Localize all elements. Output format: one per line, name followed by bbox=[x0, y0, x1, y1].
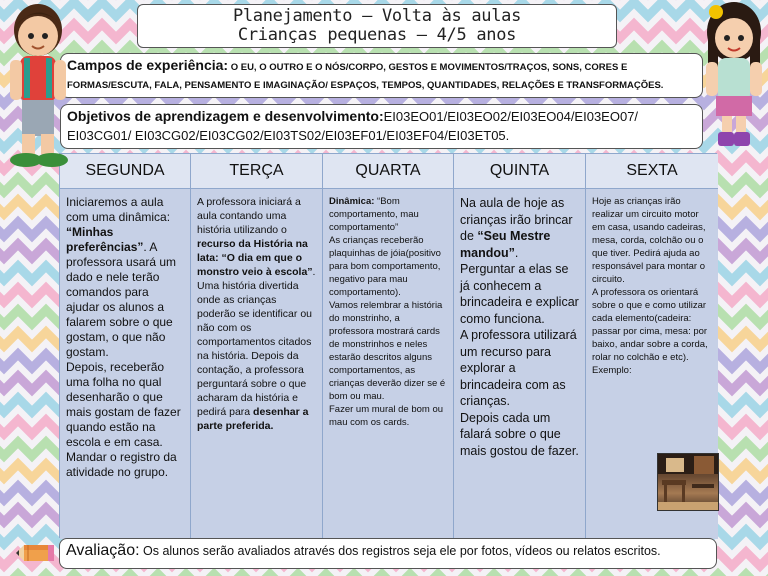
boy-illustration bbox=[2, 0, 76, 172]
photo-image bbox=[658, 454, 719, 511]
page-title bbox=[137, 4, 617, 48]
quinta-paragraph-4: Depois cada um falará sobre o que mais gostou de fazer. bbox=[460, 410, 579, 458]
objetivos-value: EI03EO01/EI03EO02/EI03EO04/EI03EO07/ EI03CG01/ EI03CG02/EI03CG02/EI03TS02/EI03EF01/EI03EF04/EI03ET05. bbox=[67, 109, 639, 143]
segunda-paragraph-3: Mandar o registro da atividade no grupo. bbox=[66, 450, 177, 479]
objetivos-box bbox=[60, 104, 703, 149]
campos-experiencia-box bbox=[60, 53, 703, 98]
quinta-text-1: Na aula de hoje as crianças irão brincar de bbox=[460, 196, 573, 243]
quarta-paragraph bbox=[329, 195, 447, 234]
terca-text-2: . Uma história divertida onde as crianças poderão se identificar ou não com os comportamentos citados na história. Depois da contação, a professora perguntará sobre o que acharam da história e pedirá para bbox=[197, 266, 316, 418]
quarta-paragraph-2: As crianças receberão plaquinhas de jóia(positivo para bom comportamento, negativo para mau comportamento). bbox=[329, 235, 441, 298]
pencil-icon bbox=[14, 541, 56, 565]
sexta-paragraph-3: Exemplo: bbox=[592, 365, 632, 376]
quinta-text-2: . bbox=[514, 245, 519, 260]
quinta-highlight: “Seu Mestre mandou” bbox=[460, 229, 551, 260]
avaliacao-box bbox=[59, 538, 717, 569]
segunda-text-2: . A professora usará um dado e nele terão comandos para ajudar os alunos a falarem sobre o que gostam, o que não gostam. bbox=[66, 240, 177, 359]
day-header-segunda: SEGUNDA bbox=[60, 154, 191, 189]
segunda-paragraph-2: Depois, receberão uma folha no qual desenharão o que mais gostam de fazer quando estão na escola e em casa. bbox=[66, 360, 181, 449]
segunda-highlight: “Minhas preferências” bbox=[66, 225, 144, 254]
day-header-terca: TERÇA bbox=[191, 154, 323, 189]
quarta-paragraph-4: Fazer um mural de bom ou mau com os cards. bbox=[329, 404, 444, 428]
avaliacao-value: Os alunos serão avaliados através dos registros seja ele por fotos, vídeos ou relatos escritos. bbox=[139, 544, 661, 558]
campos-value: O EU, O OUTRO E O NÓS/CORPO, GESTOS E MOVIMENTOS/TRAÇOS, SONS, CORES E FORMAS/ESCUTA, FALA, PENSAMENTO E IMAGINAÇÃO/ ESPAÇOS, TEMPOS, QUANTIDADES, RELAÇÕES E TRANSFORMAÇÕES. bbox=[67, 62, 664, 91]
quarta-text-1: “Bom comportamento, mau comportamento” bbox=[329, 196, 419, 233]
circuit-example-photo bbox=[657, 453, 719, 511]
sexta-paragraph: Hoje as crianças irão realizar um circuito motor em casa, usando cadeiras, mesa, corda, colchão ou o que tiver. Pedirá ajuda ao responsável para montar o circuito. bbox=[592, 196, 706, 285]
quinta-paragraph bbox=[460, 195, 579, 261]
terca-highlight-2: desenhar a parte preferida. bbox=[197, 406, 309, 432]
quarta-paragraph-3: Vamos relembrar a história do monstrinho, a professora mostrará cards de monstrinhos e neles estarão descritos alguns comportamentos, as crianças deverão dizer se é bom ou mau. bbox=[329, 300, 446, 402]
terca-paragraph bbox=[197, 195, 316, 433]
day-cell-quarta bbox=[323, 189, 454, 539]
objetivos-label: Objetivos de aprendizagem e desenvolvimento: bbox=[67, 108, 384, 124]
segunda-paragraph bbox=[66, 195, 184, 360]
quinta-paragraph-3: A professora utilizará um recurso para explorar a brincadeira com as crianças. bbox=[460, 328, 577, 408]
day-header-sexta: SEXTA bbox=[586, 154, 718, 189]
day-header-quarta: QUARTA bbox=[323, 154, 454, 189]
terca-text-1: A professora iniciará a aula contando uma história utilizando o bbox=[197, 196, 301, 236]
terca-highlight: recurso da História na lata: “O dia em que o monstro veio à escola” bbox=[197, 238, 313, 278]
day-cell-segunda bbox=[60, 189, 191, 539]
quinta-paragraph-2: Perguntar a elas se já conhecem a brincadeira e explicar como funciona. bbox=[460, 262, 579, 326]
avaliacao-label: Avaliação: bbox=[66, 542, 140, 559]
quarta-highlight: Dinâmica: bbox=[329, 196, 375, 207]
title-line-2: Crianças pequenas – 4/5 anos bbox=[237, 25, 517, 45]
weekly-plan-table bbox=[59, 153, 717, 538]
day-cell-quinta bbox=[454, 189, 586, 539]
day-cell-terca bbox=[191, 189, 323, 539]
title-line-1: Planejamento – Volta às aulas bbox=[232, 6, 522, 26]
segunda-text-1: Iniciaremos a aula com uma dinâmica: bbox=[66, 195, 171, 224]
campos-label: Campos de experiência: bbox=[67, 57, 229, 73]
day-header-quinta: QUINTA bbox=[454, 154, 586, 189]
sexta-paragraph-2: A professora os orientará sobre o que e como utilizar cada elemento(cadeira: passar por cima, mesa: por baixo, andar sobre a corda, rolar no colchão e etc). bbox=[592, 287, 708, 363]
girl-illustration bbox=[698, 0, 768, 152]
